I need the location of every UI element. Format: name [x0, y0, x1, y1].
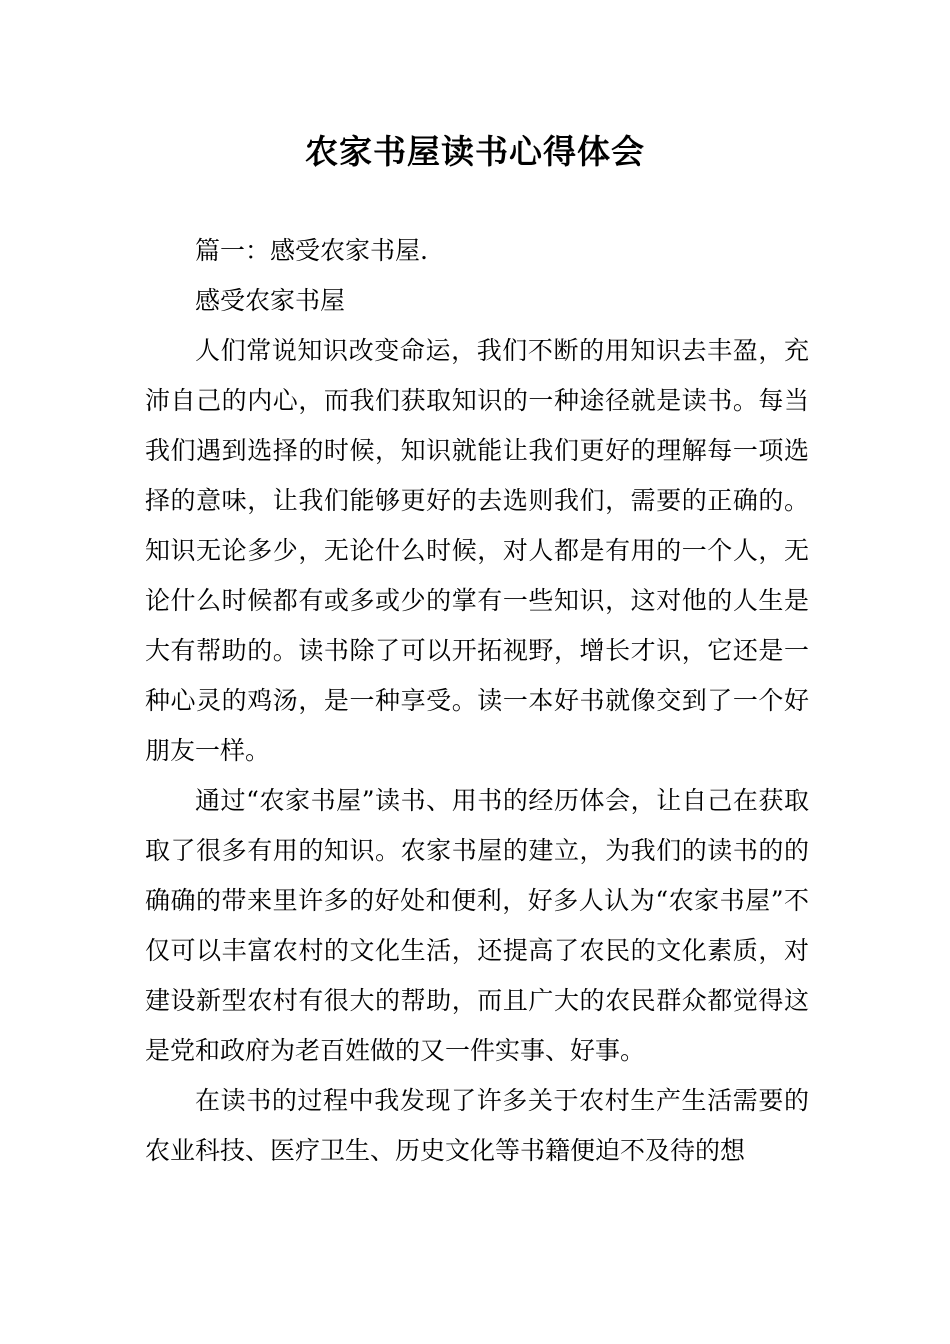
paragraph: 人们常说知识改变命运，我们不断的用知识去丰盈，充沛自己的内心，而我们获取知识的一种途径就是读书。每当我们遇到选择的时候，知识就能让我们更好的理解每一项选择的意味，让我们能够更好的去选则我们，需要的正确的。知识无论多少，无论什么时候，对人都是有用的一个人，无论什么时候都有或多或少的掌有一些知识，这对他的人生是大有帮助的。读书除了可以开拓视野，增长才识，它还是一种心灵的鸡汤，是一种享受。读一本好书就像交到了一个好朋友一样。 — [145, 336, 809, 765]
paragraph: 在读书的过程中我发现了许多关于农村生产生活需要的农业科技、医疗卫生、历史文化等书籍便迫不及待的想 — [145, 1086, 809, 1165]
paragraph-subtitle: 感受农家书屋 — [195, 286, 346, 315]
document-body — [145, 226, 809, 1176]
paragraph-section-heading: 篇一：感受农家书屋. — [195, 236, 428, 265]
paragraph: 通过“农家书屋”读书、用书的经历体会，让自己在获取取了很多有用的知识。农家书屋的建立，为我们的读书的的确确的带来里许多的好处和便利，好多人认为“农家书屋”不仅可以丰富农村的文化生活，还提高了农民的文化素质，对建设新型农村有很大的帮助，而且广大的农民群众都觉得这是党和政府为老百姓做的又一件实事、好事。 — [145, 786, 809, 1065]
document-title: 农家书屋读书心得体会 — [305, 132, 645, 171]
